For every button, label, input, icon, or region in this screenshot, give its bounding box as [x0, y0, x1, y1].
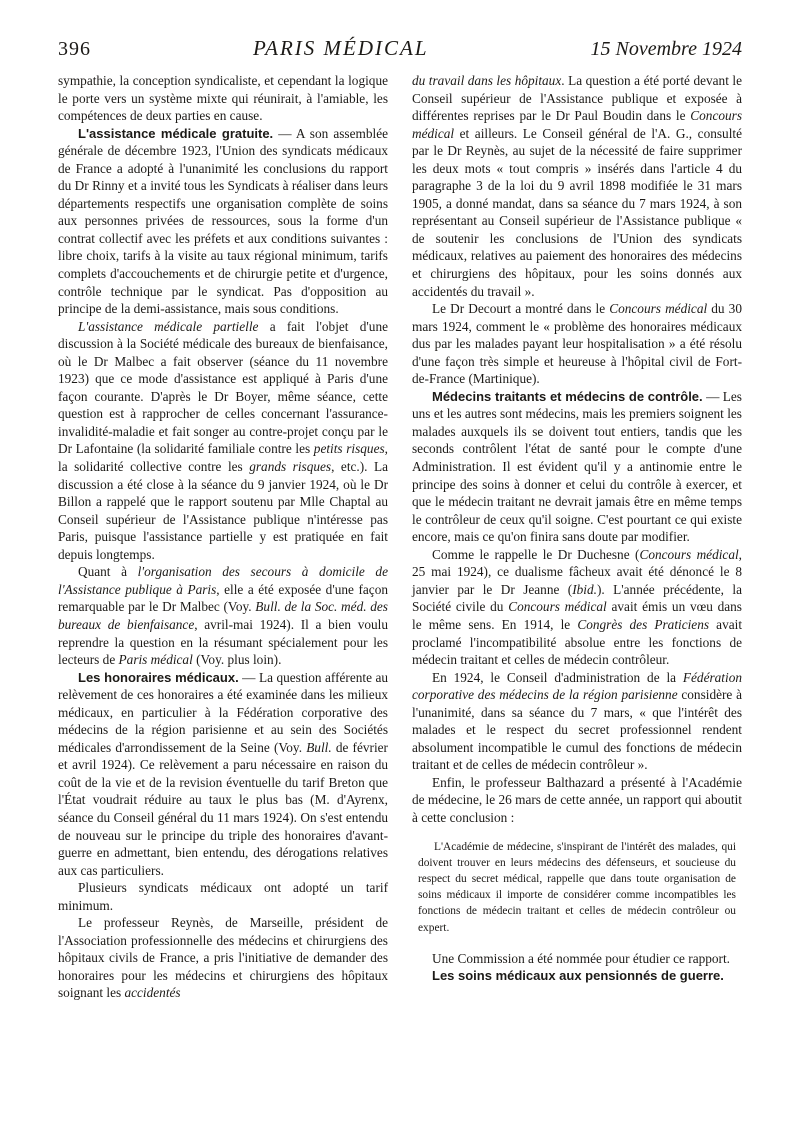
section-heading: L'assistance médicale gratuite.	[78, 125, 274, 141]
section-heading: Médecins traitants et médecins de contrôle.	[432, 388, 703, 404]
journal-title: PARIS MÉDICAL	[253, 36, 429, 60]
paragraph-federation: En 1924, le Conseil d'administration de la Fédération corporative des médecins de la région parisienne considère à l'unanimité, dans sa séance du 7 mars, « que l'intérêt des malades et le respect du secret professionnel rendent absolument incompatible le cumul des fonctions de médecin traitant et de celles de médecin contrôleur ».	[412, 669, 742, 773]
paragraph: Plusieurs syndicats médicaux ont adopté un tarif minimum.	[58, 880, 388, 913]
issue-date: 15 Novembre 1924	[590, 38, 742, 60]
right-column	[412, 72, 742, 985]
academie-quotation	[418, 839, 736, 936]
paragraph-decourt: Le Dr Decourt a montré dans le Concours médical du 30 mars 1924, comment le « problème des honoraires médicaux dus par les malades payant leur hospitalisation » a été résolu d'une façon très simple et heureuse à l'hôpital civil de Fort-de-France (Martinique).	[412, 301, 742, 387]
paragraph-medecins-controle: Médecins traitants et médecins de contrôle. — Les uns et les autres sont médecins, mais les premiers soignent les malades auxquels ils se doivent tout entiers, tandis que les seconds contrôlent l'état de santé pour le compte d'une Administration. Il est évident qu'il y a antinomie entre le principe des soins à donner et celui du contrôle à exercer, et que le médecin traitant ne devrait jamais être en même temps le contrôleur de ceux qu'il soigne. C'est pourtant ce qui existe encore, mais ce qu'on finira sans doute par modifier.	[412, 388, 742, 545]
paragraph: sympathie, la conception syndicaliste, et cependant la logique le porte vers un système mixte qui réunirait, à l'amiable, les compétences de deux parties en cause.	[58, 73, 388, 124]
paragraph-reynes: Le professeur Reynès, de Marseille, président de l'Association professionnelle des médecins et chirurgiens des hôpitaux civils de France, a pris l'initiative de demander des honoraires pour les médecins et chirurgiens des hôpitaux soignant les accidentés	[58, 915, 388, 1001]
paragraph-balthazard: Enfin, le professeur Balthazard a présenté à l'Académie de médecine, le 26 mars de cette année, un rapport qui aboutit à cette conclusion :	[412, 774, 742, 825]
paragraph-commission: Une Commission a été nommée pour étudier ce rapport.	[432, 950, 730, 966]
section-heading: Les soins médicaux aux pensionnés de guerre.	[432, 968, 724, 984]
paragraph-pensionnes	[412, 967, 742, 985]
paragraph-continued: du travail dans les hôpitaux. La question a été porté devant le Conseil supérieur de l'Assistance publique et exposée à différentes reprises par le Dr Paul Boudin dans le Concours médical et ailleurs. Le Conseil général de l'A. G., consulté par le Dr Reynès, au sujet de la nécessité de faire supprimer les deux mots « tout compris » insérés dans l'article 4 du paragraphe 3 de la loi du 9 avril 1898 modifiée le 31 mars 1905, a donné mandat, dans sa séance du 7 mars 1924, à son représentant au Conseil supérieur de l'Assistance publique « de soutenir les conclusions de l'Union des syndicats médicaux, relatives au paiement des honoraires des médecins et chirurgiens des hôpitaux, pour les soins donnés aux accidentés du travail ».	[412, 73, 742, 299]
section-heading: Les honoraires médicaux.	[78, 669, 239, 685]
paragraph-assistance-gratuite: L'assistance médicale gratuite. — A son assemblée générale de décembre 1923, l'Union des syndicats médicaux de France a adopté à l'unanimité les conclusions du rapport du Dr Rinny et a invité tous les Syndicats à réaliser dans leurs départements respectifs une organisation complète de soins aux personnes privées de ressources, sous la forme d'un contrat collectif avec les préfets et aux conditions suivantes : libre choix, tarifs à la visite au taux régional minimum, tarifs complets d'accouchements et de chirurgie petite et d'urgence, contrôle technique par le syndicat. Pas d'opposition au principe de la demi-assistance, mais sous conditions.	[58, 125, 388, 317]
left-column	[58, 72, 388, 1002]
page-number: 396	[58, 38, 91, 60]
paragraph-assistance-partielle: L'assistance médicale partielle a fait l'objet d'une discussion à la Société médicale des bureaux de bienfaisance, où le Dr Malbec a fait observer (séance du 11 novembre 1923) que ce mode d'assistance est appliqué à Paris d'une façon courante. D'après le Dr Boyer, même séance, cette question est à rapprocher de celles concernant l'assurance-invalidité-maladie et fait songer au contre-projet conçu par le Dr Lafontaine (la solidarité familiale contre les petits risques, la solidarité collective contre les grands risques, etc.). La discussion a été close à la séance du 9 janvier 1924, où le Dr Billon a rappelé que le rapport soutenu par Mlle Chaptal au Conseil supérieur de l'Assistance publique n'intéresse pas Paris, puisque l'assistance partielle y est pratiquée en fait depuis longtemps.	[58, 318, 389, 562]
paragraph-honoraires: Les honoraires médicaux. — La question afférente au relèvement de ces honoraires a été examinée dans les milieux médicaux, en particulier à la Fédération corporative des médecins de la région parisienne et au sein des Sociétés médicales d'arrondissement de la Seine (Voy. Bull. de février et avril 1924). Ce relèvement a paru nécessaire en raison du coût de la vie et de la revision éventuelle du tarif Breton que l'État voudrait réduire au taux le plus bas (M. d'Ayrenx, séance du Conseil général du 11 mars 1924). On s'est entendu de nouveau sur le principe du triple des honoraires d'avant-guerre en admettant, bien entendu, des dérogations relatives aux cas particuliers.	[58, 669, 388, 878]
running-header	[58, 36, 742, 66]
paragraph-duchesne: Comme le rappelle le Dr Duchesne (Concours médical, 25 mai 1924), ce dualisme fâcheux avait été dénoncé le 8 janvier par le Dr Jeanne (Ibid.). L'année précédente, la Société civile du Concours médical avait émis un vœu dans le même sens. En 1914, le Congrès des Praticiens avait proclamé l'incompatibilité absolue entre les fonctions de médecin traitant et celles de médecin contrôleur.	[412, 546, 743, 668]
quotation-text: L'Académie de médecine, s'inspirant de l'intérêt des malades, qui doivent trouver en leurs médecins des défenseurs, et soucieuse du respect du secret médical, rappelle que dans toute organisation de soins médicaux il importe de considérer comme incompatibles les fonctions de médecin traitant et celles de médecin contrôleur ou expert.	[418, 840, 736, 934]
paragraph-secours-domicile: Quant à l'organisation des secours à domicile de l'Assistance publique à Paris, elle a été exposée d'une façon remarquable par le Dr Malbec (Voy. Bull. de la Soc. méd. des bureaux de bienfaisance, avril-mai 1924). Il a bien voulu reprendre la question en la résumant spécialement pour les lecteurs de Paris médical (Voy. plus loin).	[58, 564, 389, 668]
